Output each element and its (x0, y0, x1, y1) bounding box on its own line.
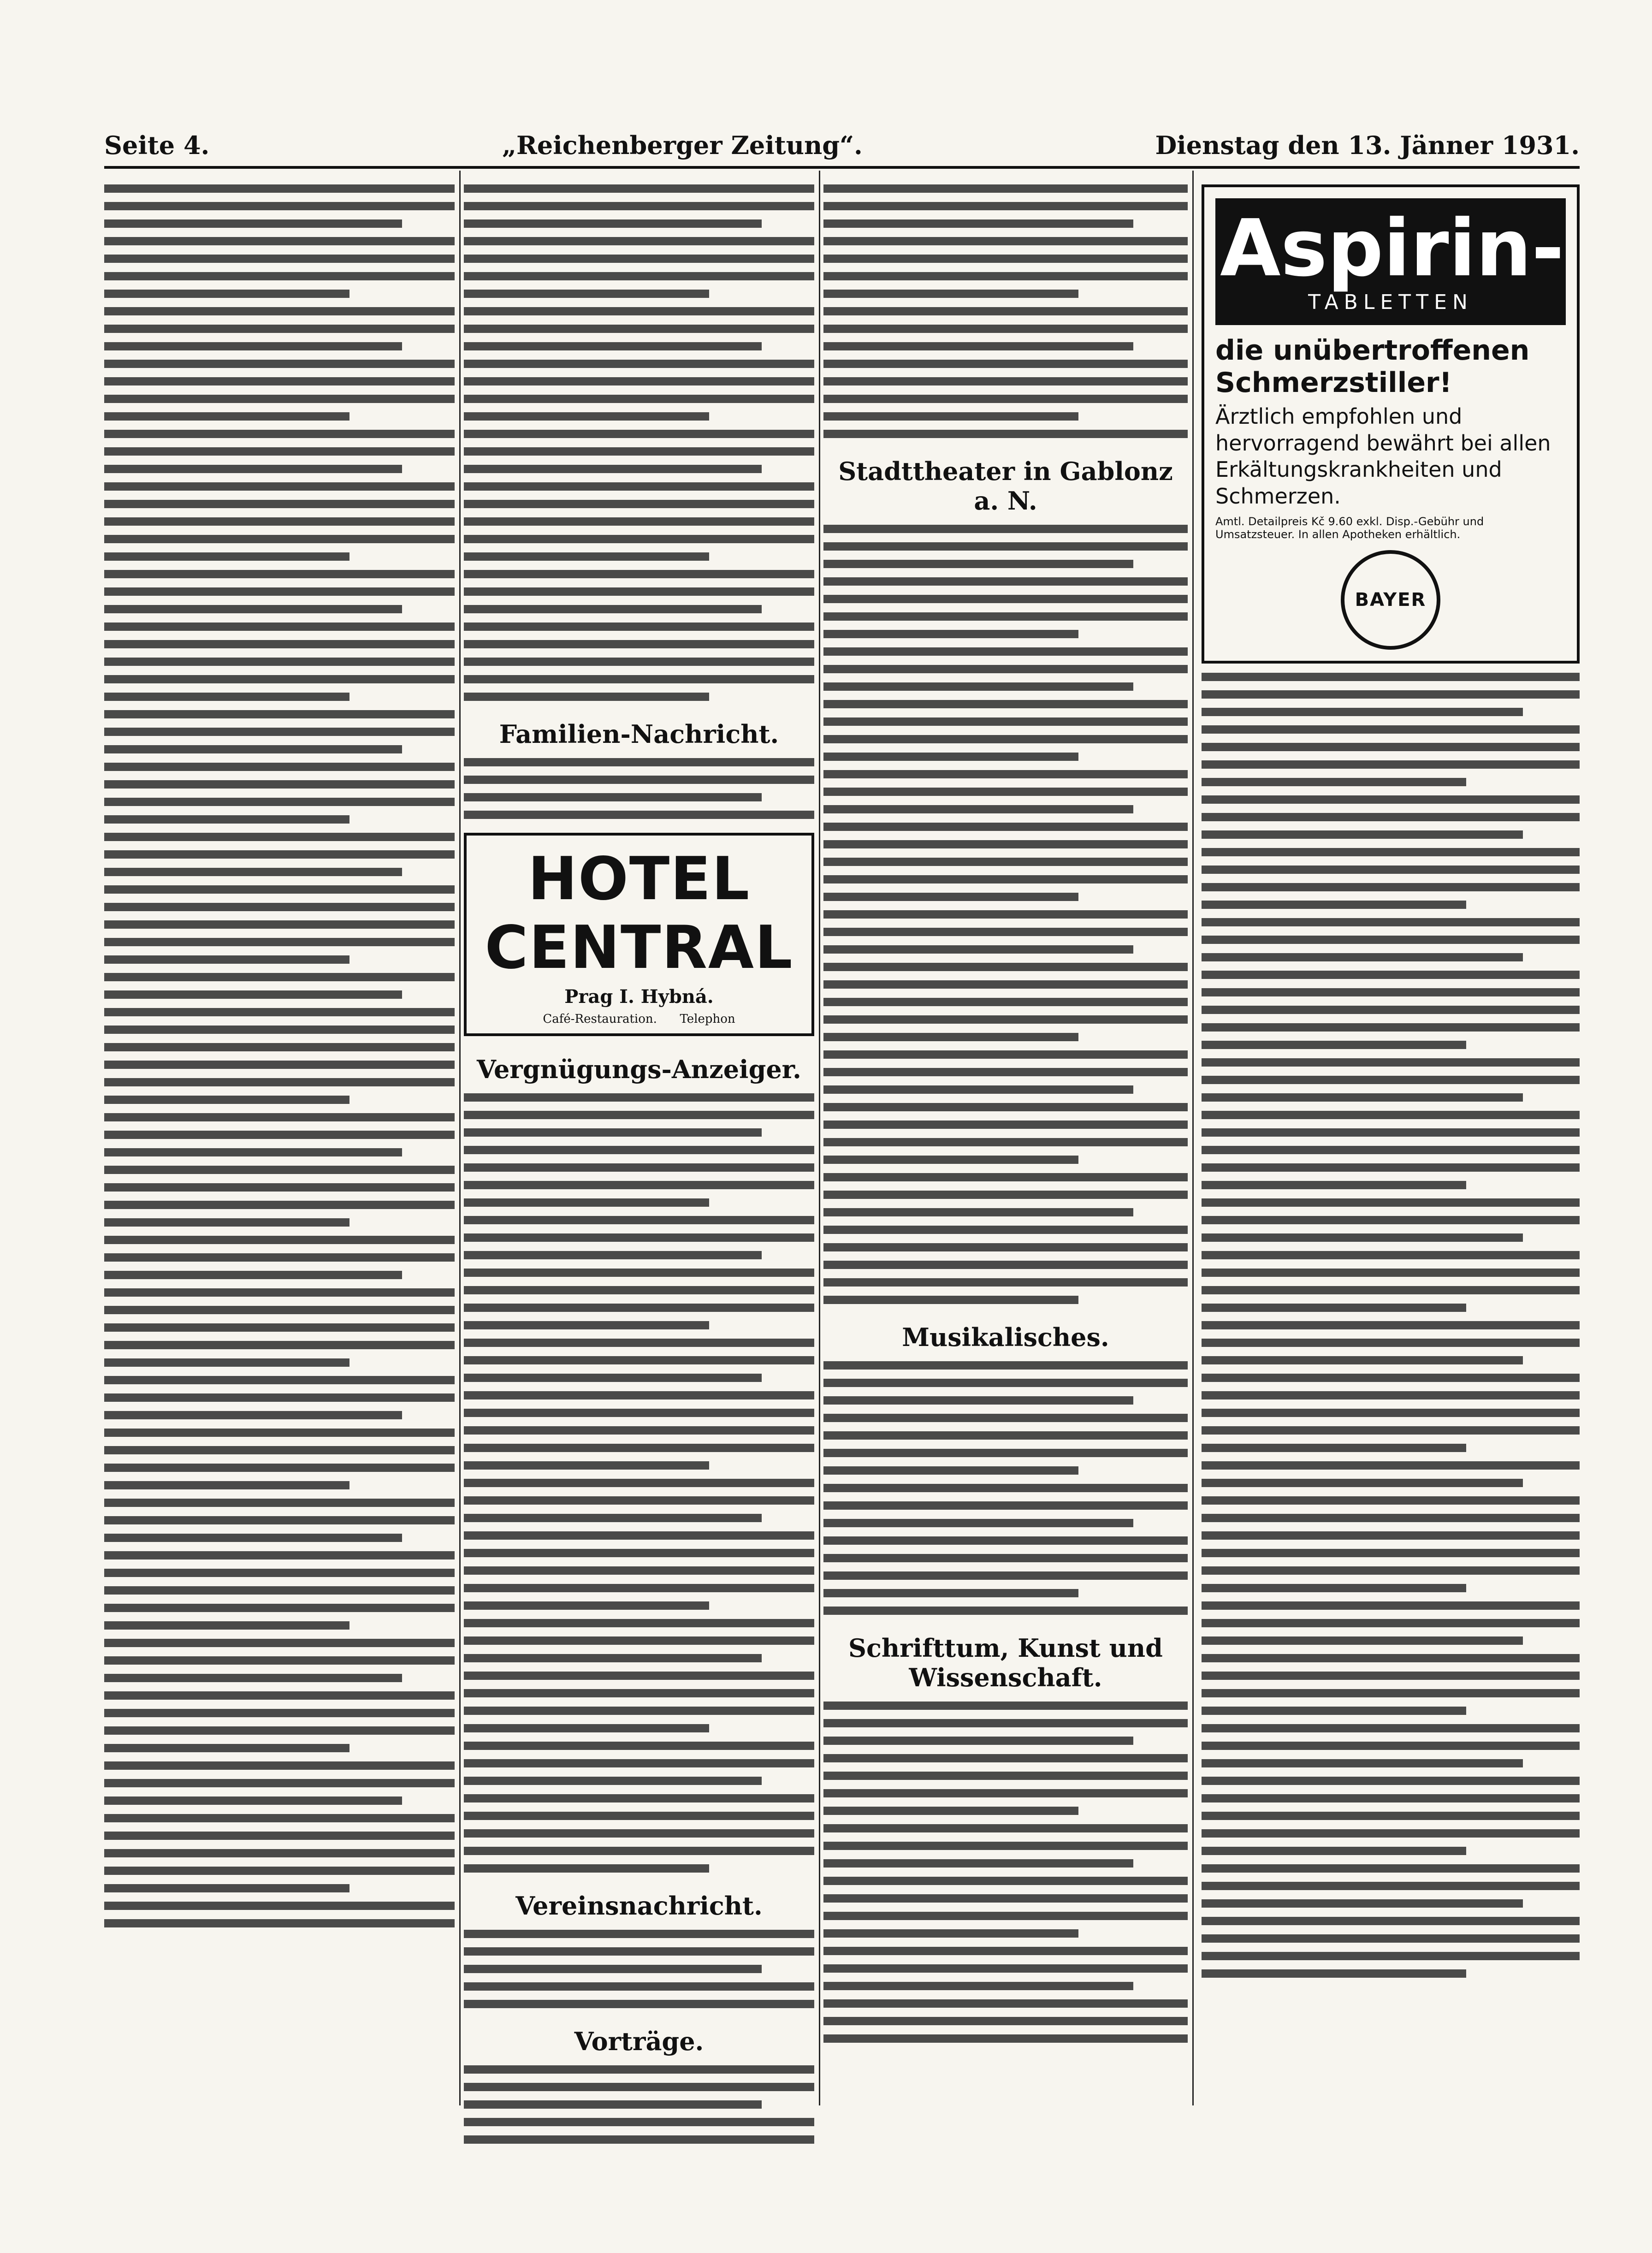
column-divider (459, 171, 461, 2105)
hotel-small-left: Café-Restauration. (543, 1012, 657, 1026)
section-heading: Musikalisches. (902, 1322, 1109, 1352)
page-header (104, 125, 1580, 166)
section-heading: Vergnügungs-Anzeiger. (477, 1055, 801, 1084)
column-4 (1202, 175, 1580, 2101)
bayer-logo (1341, 550, 1440, 650)
aspirin-fine-print: Amtl. Detailpreis Kč 9.60 exkl. Disp.-Gebühr und Umsatzsteuer. In allen Apotheken erhältlich. (1215, 515, 1484, 541)
aspirin-subtitle: TABLETTEN (1308, 291, 1473, 314)
aspirin-banner (1215, 198, 1566, 325)
hotel-subtitle: Prag I. Hybná. (564, 986, 714, 1008)
page-number: Seite 4. (104, 130, 210, 160)
hotel-title: HOTEL CENTRAL (485, 845, 793, 982)
issue-date: Dienstag den 13. Jänner 1931. (1155, 130, 1580, 160)
section-heading: Stadttheater in Gablonz a. N. (838, 457, 1173, 516)
aspirin-body: Ärztlich empfohlen und hervorragend bewährt bei allen Erkältungskrankheiten und Schmerzen. (1215, 404, 1551, 509)
column-3 (823, 175, 1188, 2101)
column-1 (104, 175, 455, 2101)
hotel-small-print (476, 1012, 802, 1026)
hotel-small-right: Telephon (680, 1012, 735, 1026)
section-heading: Vereinsnachricht. (515, 1891, 763, 1921)
aspirin-title: Aspirin- (1220, 203, 1564, 294)
newspaper-title: „Reichenberger Zeitung“. (502, 130, 863, 160)
section-heading: Schrifttum, Kunst und Wissenschaft. (848, 1633, 1163, 1692)
aspirin-headline: die unübertroffenen Schmerzstiller! (1215, 334, 1530, 399)
column-divider (1192, 171, 1194, 2105)
column-divider (819, 171, 820, 2105)
bayer-logo-text: BAYER (1355, 589, 1427, 611)
section-heading: Familien-Nachricht. (499, 719, 779, 749)
section-heading: Vorträge. (574, 2027, 704, 2056)
column-2 (464, 175, 814, 2101)
header-rule (104, 166, 1580, 169)
hotel-central-ad (464, 833, 814, 1036)
aspirin-ad (1202, 184, 1580, 664)
